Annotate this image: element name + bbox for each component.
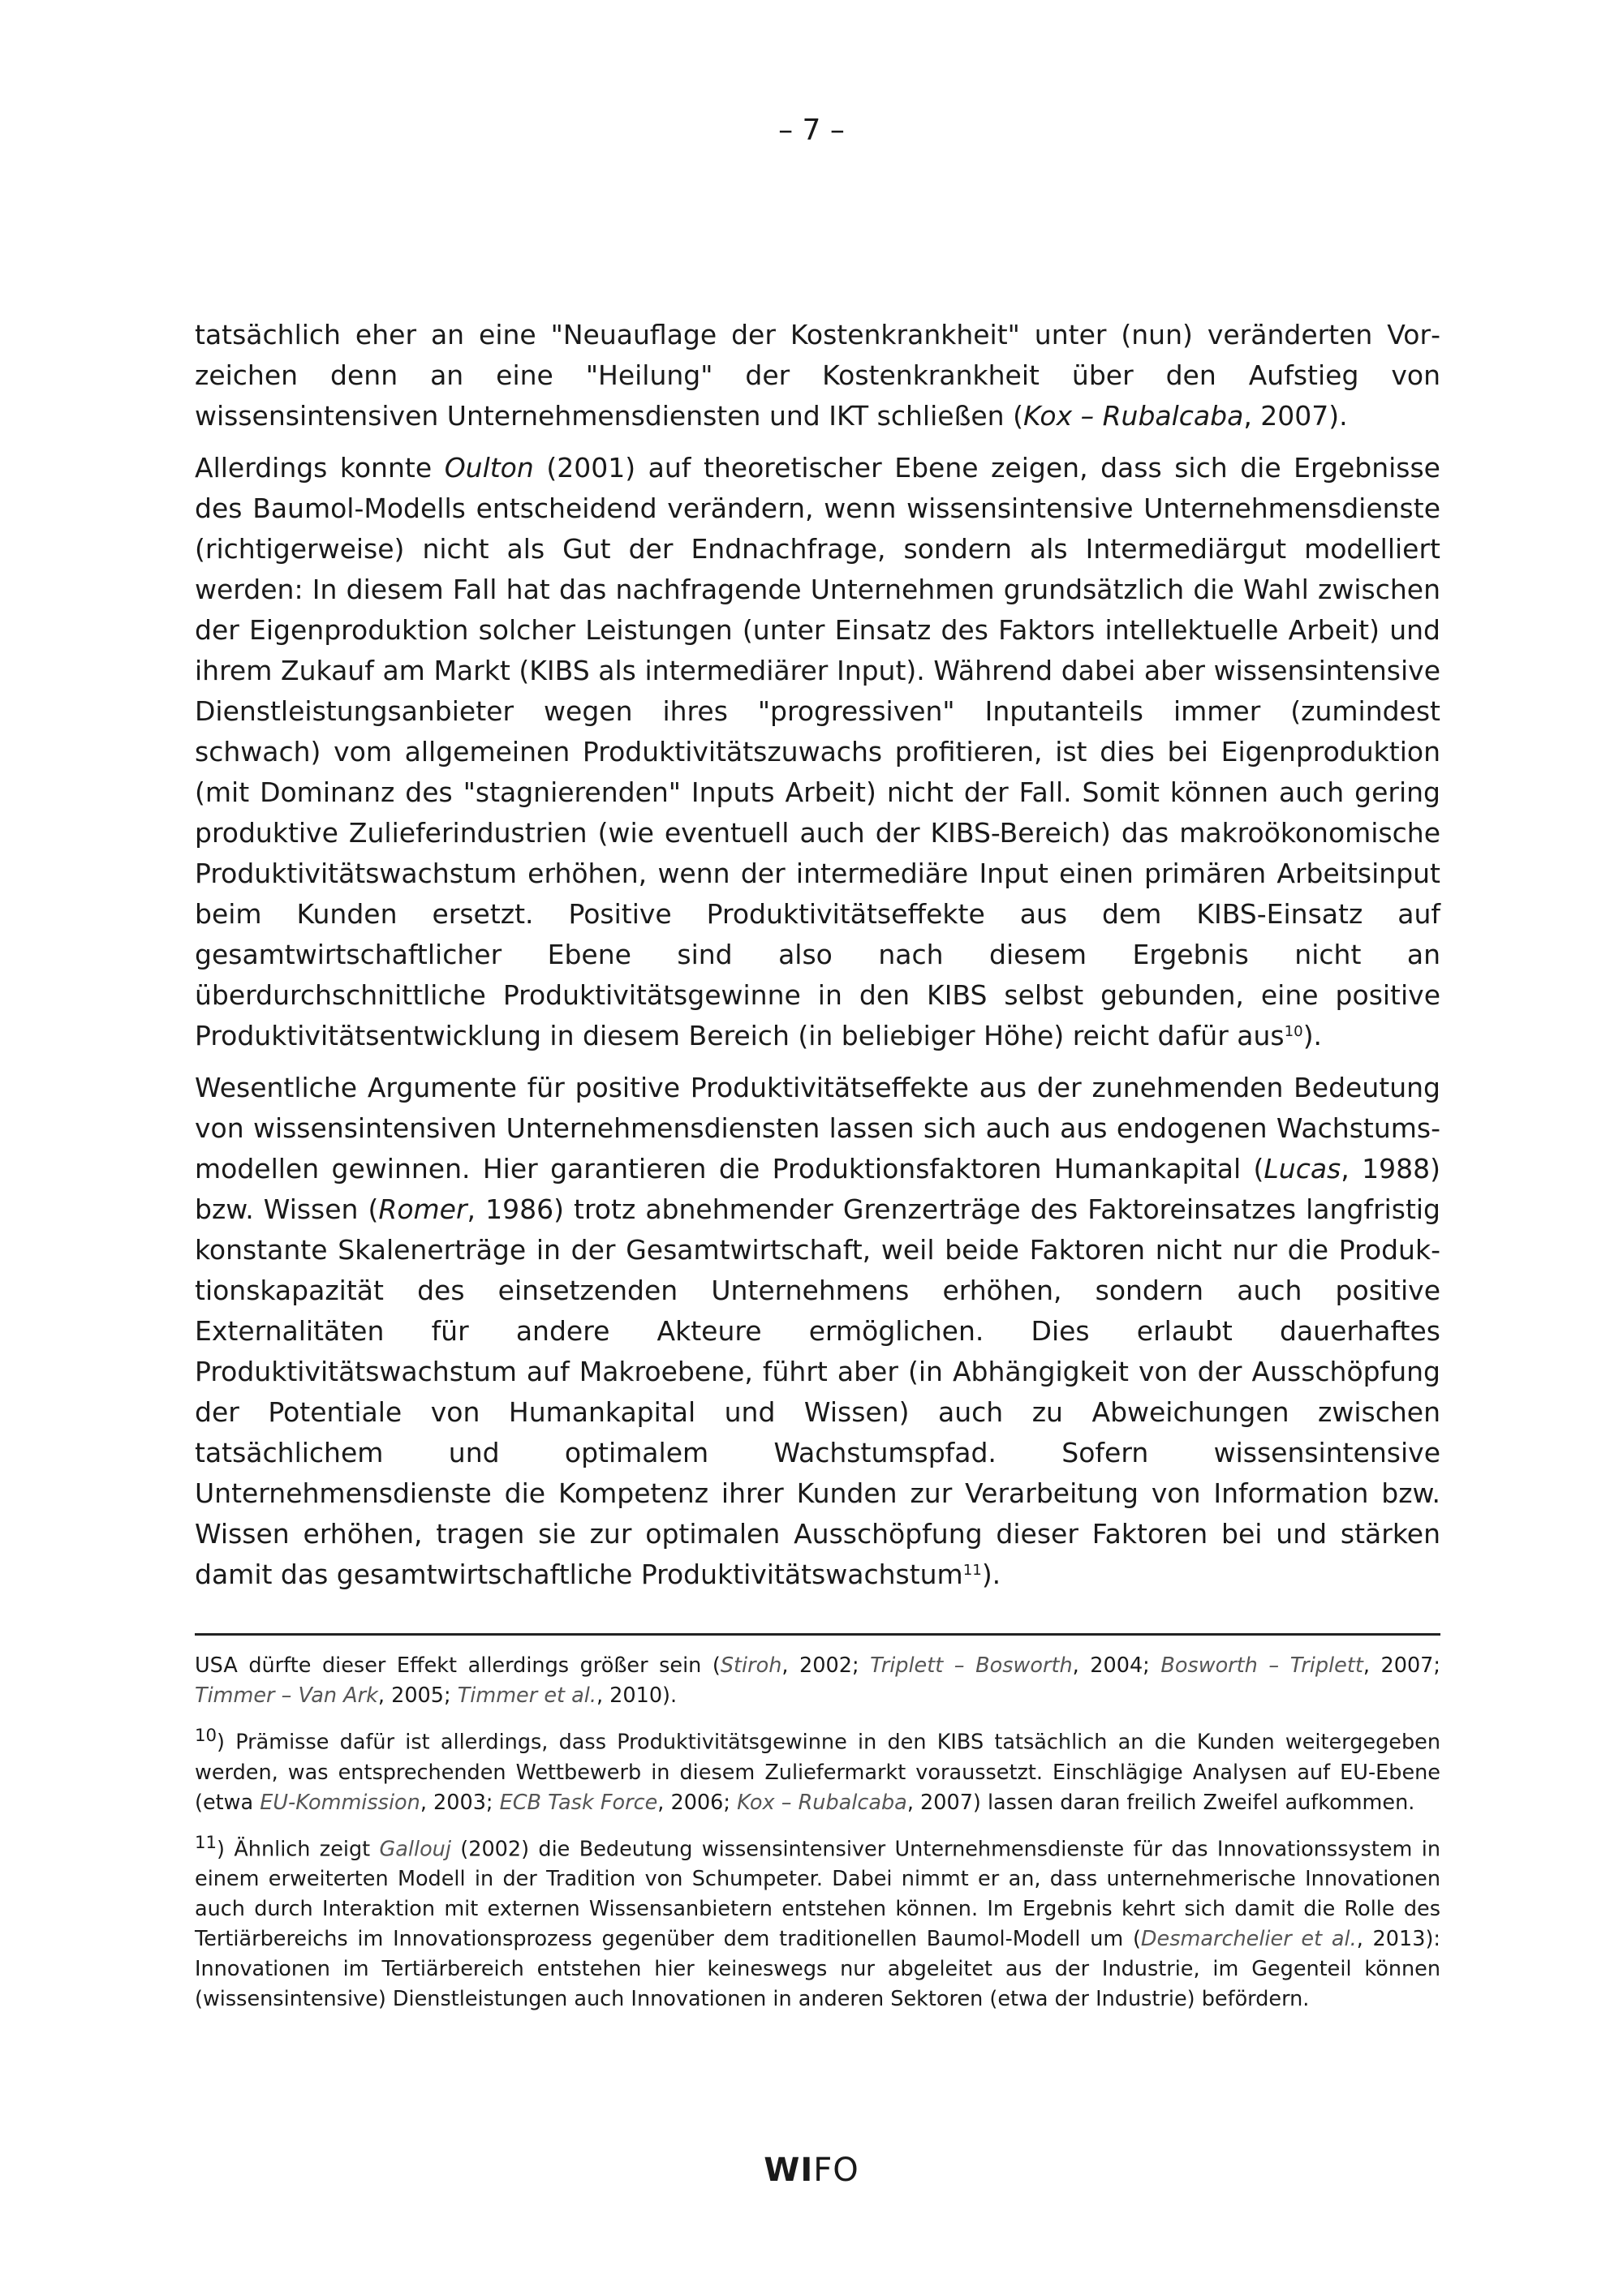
footnote-text: , 2007; xyxy=(1363,1653,1440,1678)
footnote-marker-10[interactable]: 10 xyxy=(1284,1023,1303,1041)
wifo-logo xyxy=(0,2152,1623,2189)
citation: Timmer et al. xyxy=(457,1683,596,1708)
citation: EU-Kommission xyxy=(260,1790,420,1815)
footnote-text: (2002) die Bedeutung wissensintensiver Unternehmensdienste für das Innovationssystem in einem erweiterten Modell in der Tradition von Schumpeter. Dabei nimmt er an, dass unternehmerische Innovationen auch durch Interaktion mit externen Wissensanbietern entstehen können. Im Ergebnis kehrt sich damit die Rolle des Tertiärbereichs im Innovationsprozess gegenüber dem traditionellen Baumol-Modell um ( xyxy=(195,1837,1440,1951)
footnote-text: , 2004; xyxy=(1072,1653,1161,1678)
paragraph-text: , 1986) trotz abnehmender Grenzerträge des Faktoreinsatzes langfristig konstante Skalenerträge in der Gesamtwirtschaft, weil beide Faktoren nicht nur die Produktionskapazität des einsetzenden Unternehmens erhöhen, sondern auch positive Externalitäten für andere Akteure ermöglichen. Dies erlaubt dauerhaftes Produktivitätswachstum auf Makroebene, führt aber (in Abhängigkeit von der Ausschöpfung der Potentiale von Humankapital und Wissen) auch zu Abweichungen zwischen tatsächlichem und optimalem Wachstumspfad. Sofern wissensintensive Unternehmensdienste die Kompetenz ihrer Kunden zur Verarbeitung von Information bzw. Wissen erhöhen, tragen sie zur optimalen Ausschöpfung dieser Faktoren bei und stärken damit das gesamtwirtschaftliche Produktivitätswachstum xyxy=(195,1193,1440,1590)
citation: Romer xyxy=(378,1193,467,1225)
footnote-divider xyxy=(195,1633,1440,1636)
footnote-number: 11 xyxy=(195,1832,217,1853)
paragraph-text: (2001) auf theoretischer Ebene zeigen, dass sich die Ergebnisse des Baumol-Modells entscheidend verändern, wenn wissensintensive Unternehmensdienste (richtigerweise) nicht als Gut der Endnachfrage, sondern als Intermediärgut modelliert werden: In diesem Fall hat das nachfragende Unternehmen grundsätzlich die Wahl zwischen der Eigenproduktion solcher Leistungen (unter Einsatz des Faktors intellektuelle Arbeit) und ihrem Zukauf am Markt (KIBS als intermediärer Input). Während dabei aber wissensintensive Dienstleistungsanbieter wegen ihres "progressiven" Inputanteils immer (zumindest schwach) vom allgemeinen Produktivitätszuwachs profitieren, ist dies bei Eigenproduktion (mit Dominanz des "stagnierenden" Inputs Arbeit) nicht der Fall. Somit können auch gering produktive Zulieferindustrien (wie eventuell auch der KIBS-Bereich) das makroökonomische Produktivitätswachstum erhöhen, wenn der intermediäre Input einen primären Arbeitsinput beim Kunden ersetzt. Positive Produktivitätseffekte aus dem KIBS-Einsatz auf gesamtwirtschaftlicher Ebene sind also nach diesem Ergebnis nicht an überdurchschnittliche Produktivitätsgewinne in den KIBS selbst gebunden, eine positive Produktivitätsentwicklung in diesem Bereich (in beliebiger Höhe) reicht dafür aus xyxy=(195,452,1440,1051)
footnote-text: ) Prämisse dafür ist allerdings, dass Produktivitätsgewinne in den KIBS tatsächlich an die Kunden weitergegeben werden, was entsprechenden Wettbewerb in diesem Zuliefermarkt voraussetzt. Einschlägige Analysen auf EU-Ebene (etwa xyxy=(195,1730,1440,1815)
paragraph-2 xyxy=(195,448,1440,1056)
paragraph-text: , 2007). xyxy=(1243,400,1348,432)
footnote-text: , 2013): Innovationen im Tertiärbereich entstehen hier keineswegs nur abgeleitet aus der Industrie, im Gegenteil können (wissensintensive) Dienstleistungen auch Innovationen in anderen Sektoren (etwa der Industrie) befördern. xyxy=(195,1927,1440,2011)
paragraph-text: Allerdings konnte xyxy=(195,452,445,484)
citation: Bosworth – Triplett xyxy=(1160,1653,1363,1678)
footnote-text: , 2006; xyxy=(657,1790,738,1815)
citation: Triplett – Bosworth xyxy=(870,1653,1073,1678)
footnote-continuation xyxy=(195,1651,1440,1711)
paragraph-3 xyxy=(195,1068,1440,1595)
footnote-text: , 2005; xyxy=(377,1683,458,1708)
footnote-number: 10 xyxy=(195,1726,217,1746)
logo-text-left: WI xyxy=(764,2152,814,2189)
footnote-text: , 2007) lassen daran freilich Zweifel aufkommen. xyxy=(906,1790,1415,1815)
paragraph-text: , 1988) bzw. Wissen ( xyxy=(195,1153,1440,1225)
citation: Oulton xyxy=(444,452,534,484)
citation: Lucas xyxy=(1264,1153,1341,1185)
citation: Kox – Rubalcaba xyxy=(737,1790,907,1815)
footnote-text: ) Ähnlich zeigt xyxy=(217,1837,380,1861)
citation: Kox – Rubalcaba xyxy=(1022,400,1244,432)
paragraph-1 xyxy=(195,315,1440,436)
citation: ECB Task Force xyxy=(499,1790,658,1815)
logo-text-right: FO xyxy=(813,2152,859,2189)
footnote-10 xyxy=(195,1721,1440,1818)
paragraph-text: tatsächlich eher an eine "Neuauflage der Kostenkrankheit" unter (nun) veränderten Vorzeichen denn an eine "Heilung" der Kostenkrankheit über den Aufstieg von wissensintensiven Unternehmensdiensten und IKT schließen ( xyxy=(195,319,1440,432)
footnote-text: , 2002; xyxy=(781,1653,871,1678)
footnote-marker-11[interactable]: 11 xyxy=(962,1562,982,1580)
footnote-text: , 2003; xyxy=(420,1790,500,1815)
footnote-11 xyxy=(195,1828,1440,2015)
footnote-text: USA dürfte dieser Effekt allerdings größer sein ( xyxy=(195,1653,721,1678)
page-number: – 7 – xyxy=(778,114,845,147)
citation: Stiroh xyxy=(720,1653,782,1678)
citation: Desmarchelier et al. xyxy=(1140,1927,1357,1951)
body-text xyxy=(195,315,1440,1606)
footnotes xyxy=(195,1651,1440,2024)
citation: Timmer – Van Ark xyxy=(195,1683,378,1708)
paragraph-text: Wesentliche Argumente für positive Produktivitätseffekte aus der zunehmenden Bedeutung von wissensintensiven Unternehmensdiensten lassen sich auch aus endogenen Wachstumsmodellen gewinnen. Hier garantieren die Produktionsfaktoren Humankapital ( xyxy=(195,1072,1440,1185)
footnote-text: , 2010). xyxy=(596,1683,678,1708)
citation: Gallouj xyxy=(379,1837,451,1861)
paragraph-text: ). xyxy=(981,1559,1001,1590)
paragraph-text: ). xyxy=(1302,1020,1323,1051)
